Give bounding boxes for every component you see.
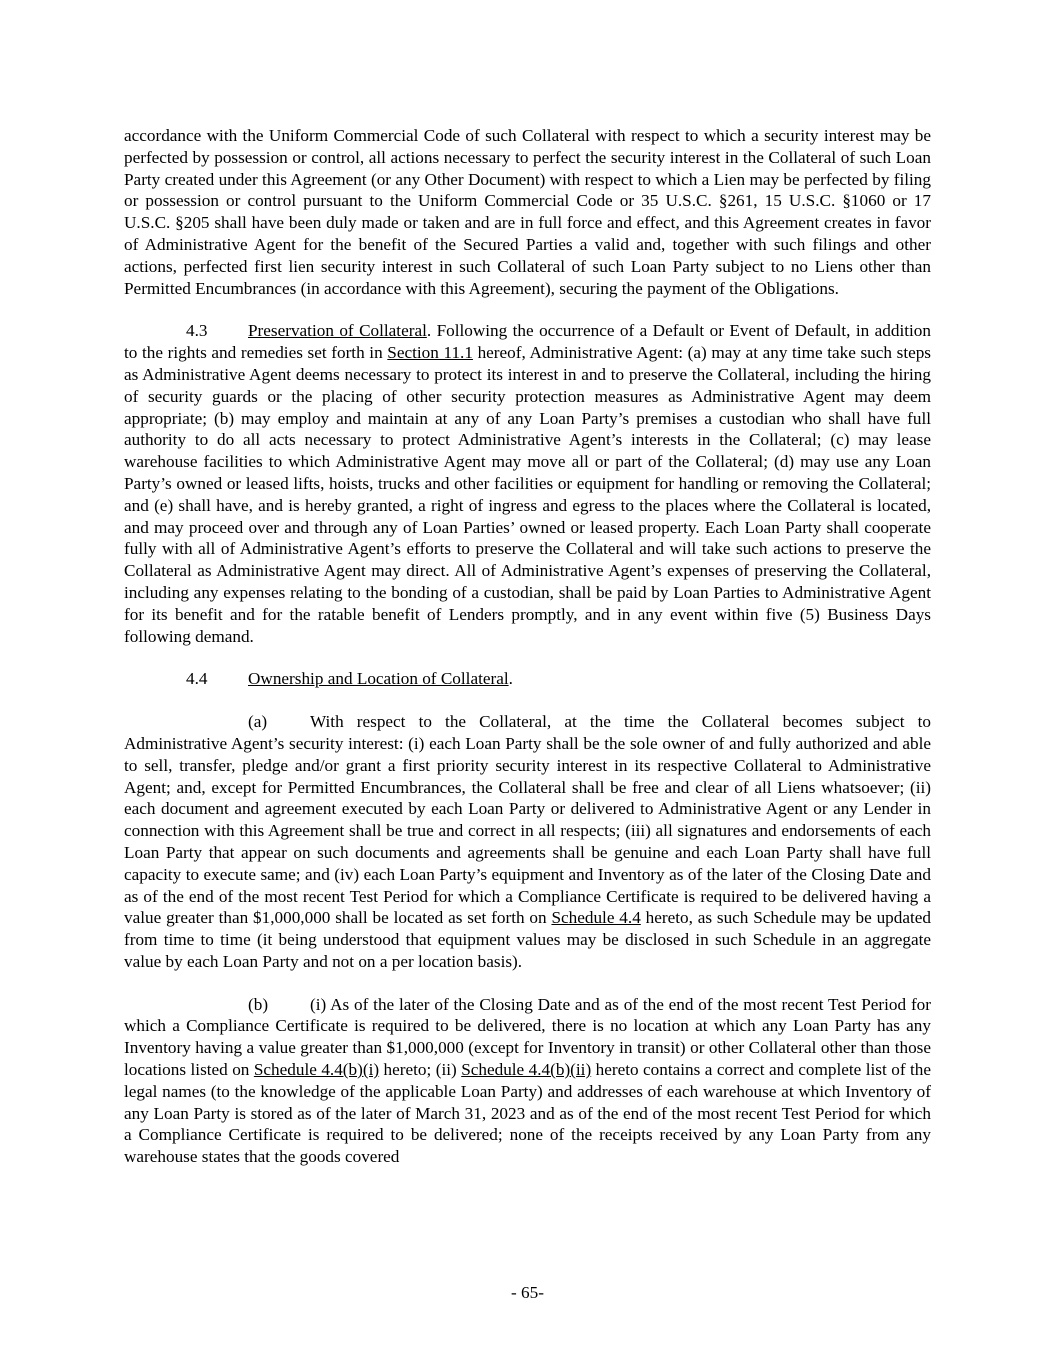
- section-title: Preservation of Collateral: [248, 321, 427, 341]
- subsection-text: hereto contains a correct and complete list of the legal names (to the knowledge of the applicable Loan Party) and addresses of each warehouse at which Inventory of any Loan Party is stored as of the later of March 31, 2023 and as of the end of the most recent Test Period for which a Compliance Certificate is required to be delivered; none of the receipts received by any Loan Party from any warehouse states that the goods covered: [124, 1060, 931, 1167]
- subsection-text: (i) As of the later of the Closing Date and as of the end of the most recent Test Period for which a Compliance Certificate is required to be delivered, there is no location at which any Loan Party has any Inventory having a value greater than $1,000,000 (except for Inventory in transit) or other Collateral other than those locations listed on: [124, 994, 931, 1080]
- cross-reference: Schedule 4.4(b)(i): [253, 1060, 380, 1080]
- subsection-text: hereto; (ii): [379, 1060, 462, 1080]
- section-4-3: [124, 320, 931, 647]
- section-text: . Following the occurrence of a Default or Event of Default, in addition to the rights and remedies set forth in: [124, 321, 931, 363]
- section-number: 4.4: [186, 669, 208, 689]
- paragraph-continuation: accordance with the Uniform Commercial Code of such Collateral with respect to which a security interest may be perfected by possession or control, all actions necessary to perfect the security interest in the Collateral of such Loan Party created under this Agreement (or any Other Document) with respect to which a Lien may be perfected by filing or possession or control pursuant to the Uniform Commercial Code or 35 U.S.C. §261, 15 U.S.C. §1060 or 17 U.S.C. §205 shall have been duly made or taken and are in full force and effect, and this Agreement creates in favor of Administrative Agent for the benefit of the Secured Parties a valid and, together with such filings and other actions, perfected first lien security interest in such Collateral of such Loan Party subject to no Liens other than Permitted Encumbrances (in accordance with this Agreement), securing the payment of the Obligations.: [124, 126, 931, 298]
- section-text: hereof, Administrative Agent: (a) may at any time take such steps as Administrative Agent deems necessary to protect its interest in and to preserve the Collateral, including the hiring of security guards or the placing of other security protection measures as Administrative Agent may deem appropriate; (b) may employ and maintain at any of any Loan Party’s premises a custodian who shall have full authority to do all acts necessary to protect Administrative Agent’s interests in the Collateral; (c) may lease warehouse facilities to which Administrative Agent may move all or part of the Collateral; (d) may use any Loan Party’s owned or leased lifts, hoists, trucks and other facilities or equipment for handling or removing the Collateral; and (e) shall have, and is hereby granted, a right of ingress and egress to the places where the Collateral is located, and may proceed over and through any of Loan Parties’ owned or leased property. Each Loan Party shall cooperate fully with all of Administrative Agent’s efforts to preserve the Collateral and will take such actions to preserve the Collateral as Administrative Agent may direct. All of Administrative Agent’s expenses of preserving the Collateral, including any expenses relating to the bonding of a custodian, shall be paid by Loan Parties to Administrative Agent for its benefit and for the ratable benefit of Lenders promptly, and in any event within five (5) Business Days following demand.: [124, 343, 932, 646]
- section-title: Ownership and Location of Collateral: [248, 669, 509, 689]
- subsection-label: (a): [248, 712, 268, 732]
- section-number: 4.3: [186, 321, 208, 341]
- subsection-label: (b): [248, 994, 269, 1014]
- subsection-a: [124, 711, 931, 973]
- page-number: - 65-: [511, 1283, 544, 1302]
- cross-reference: Section 11.1: [387, 343, 473, 363]
- cross-reference: Schedule 4.4: [551, 908, 641, 928]
- subsection-text: hereto, as such Schedule may be updated from time to time (it being understood that equipment values may be disclosed in such Schedule in an aggregate value by each Loan Party and not on a per location basis).: [124, 908, 931, 971]
- subsection-text: With respect to the Collateral, at the time the Collateral becomes subject to Administrative Agent’s security interest: (i) each Loan Party shall be the sole owner of and fully authorized and able to sell, transfer, pledge and/or grant a first priority security interest in its respective Collateral to Administrative Agent; and, except for Permitted Encumbrances, the Collateral shall be free and clear of all Liens whatsoever; (ii) each document and agreement executed by each Loan Party or delivered to Administrative Agent or any Lender in connection with this Agreement shall be true and correct in all respects; (iii) all signatures and endorsements of each Loan Party that appear on such documents and agreements shall be genuine and each Loan Party shall have full capacity to execute same; and (iv) each Loan Party’s equipment and Inventory as of the later of the Closing Date and as of the end of the most recent Test Period for which a Compliance Certificate is required to be delivered having a value greater than $1,000,000 shall be located as set forth on: [124, 712, 931, 928]
- section-4-4-heading: [124, 668, 931, 690]
- section-title-period: .: [508, 669, 513, 689]
- cross-reference: Schedule 4.4(b)(ii): [461, 1060, 592, 1080]
- subsection-b: [124, 994, 931, 1168]
- document-body: [124, 125, 931, 1168]
